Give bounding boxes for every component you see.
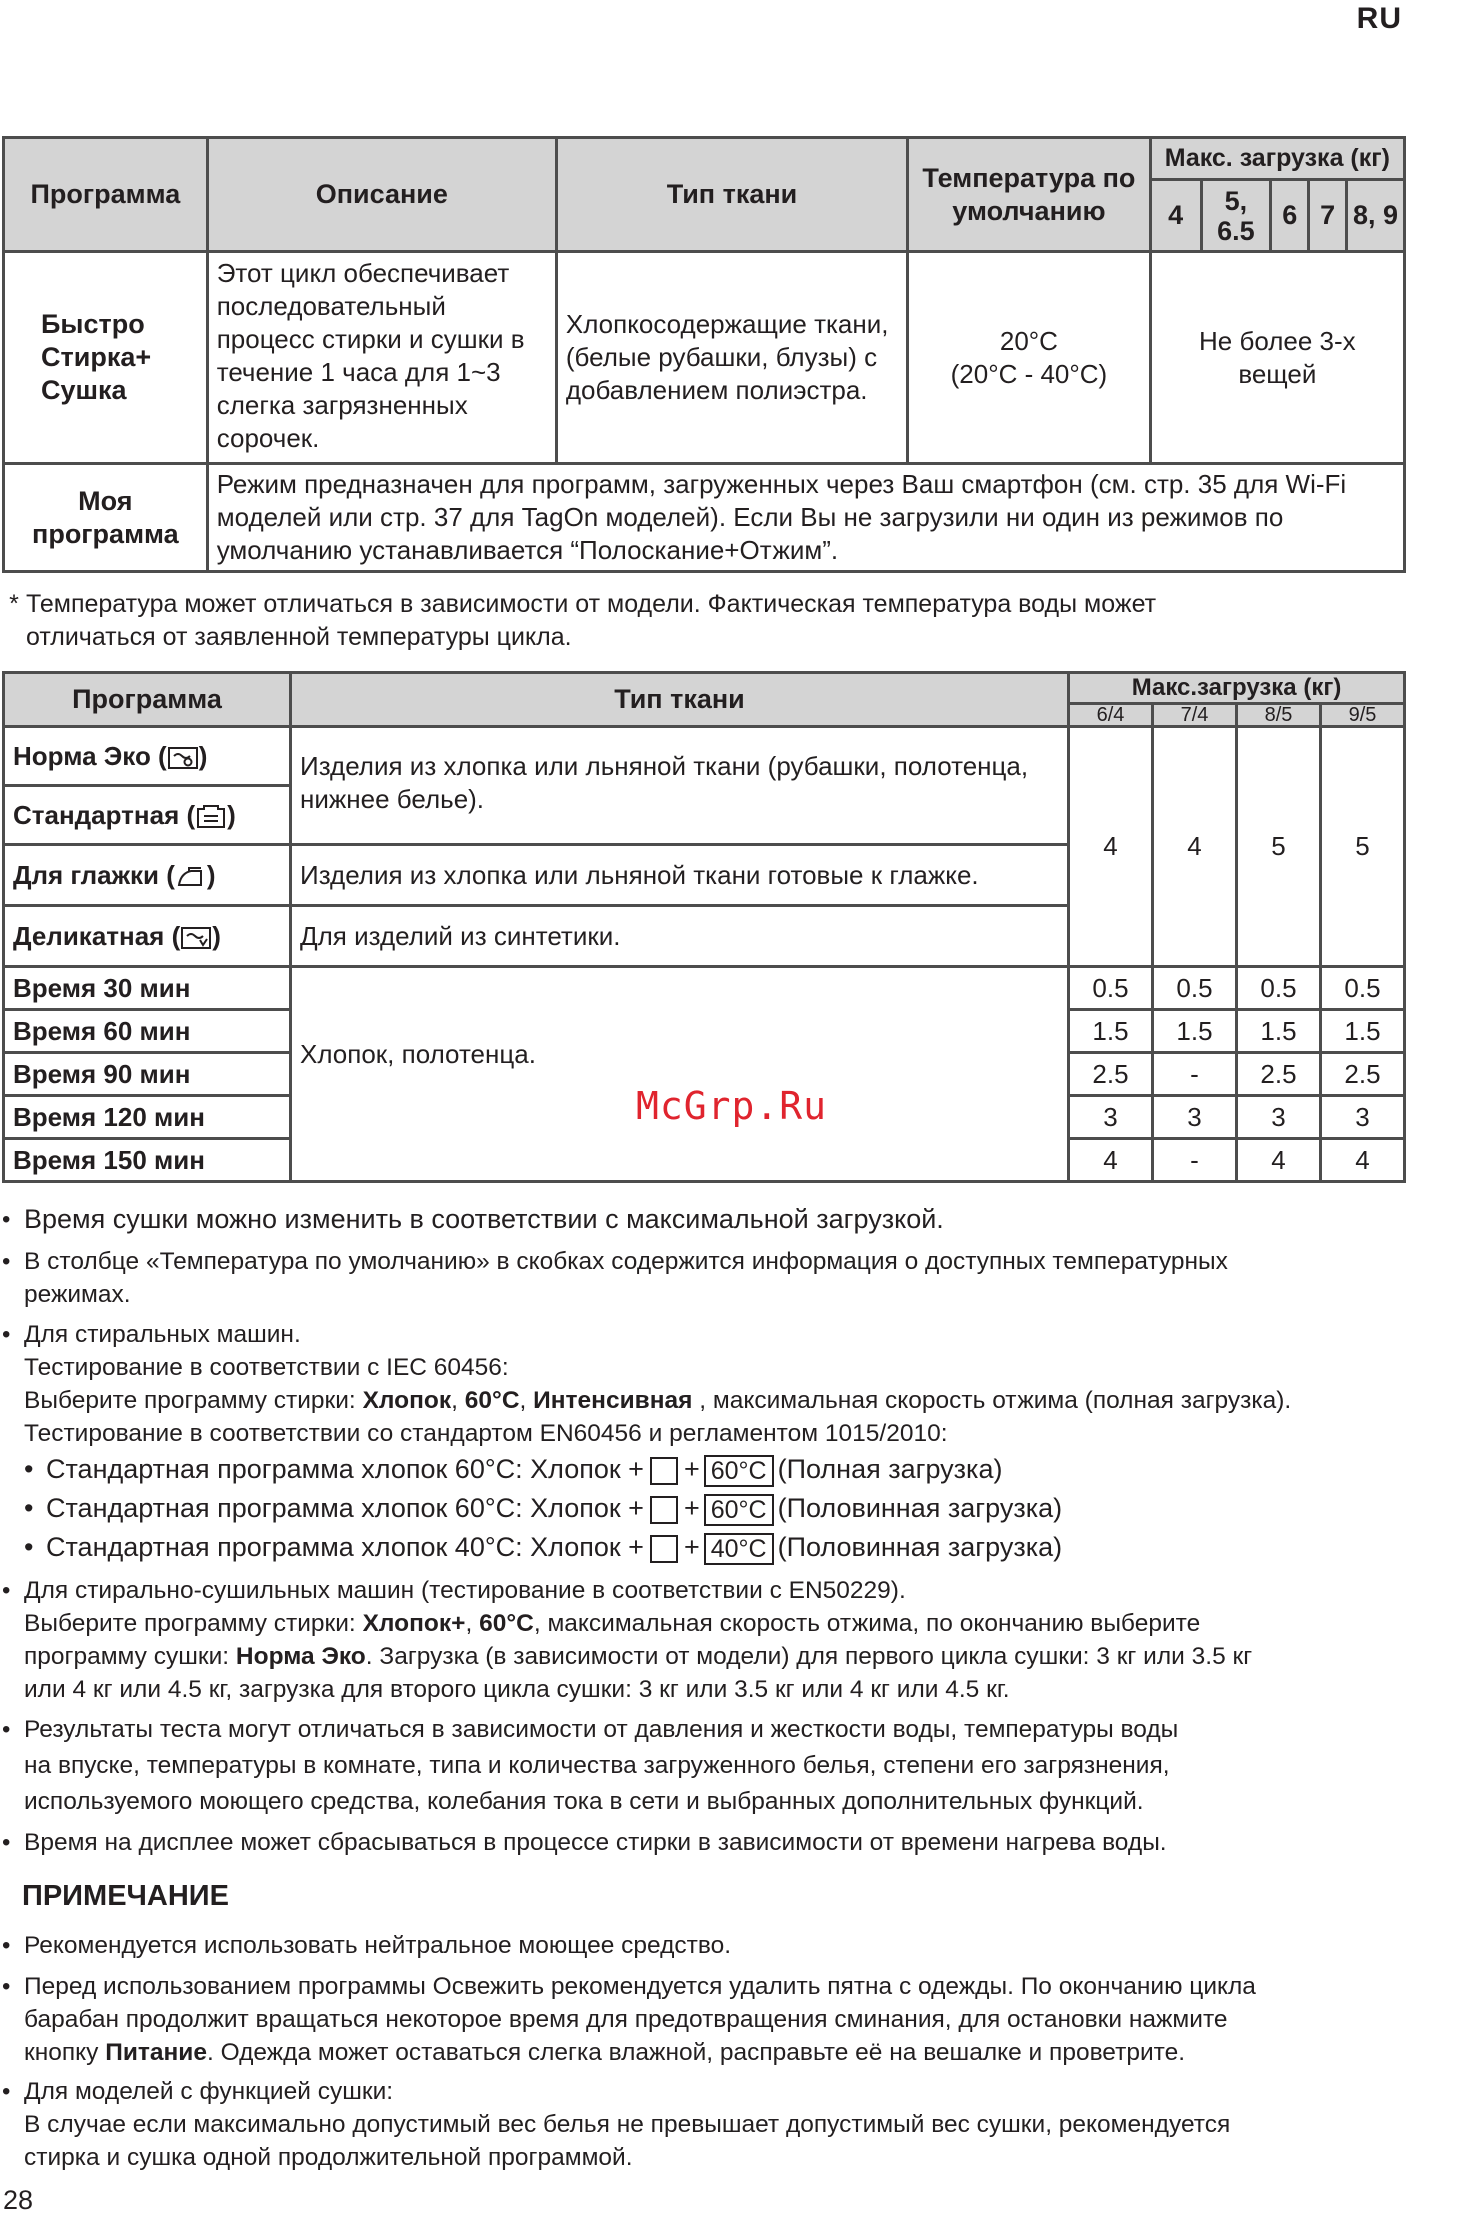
footnote-line: Температура может отличаться в зависимости от модели. Фактическая температура воды может bbox=[26, 590, 1157, 618]
checkbox-symbol bbox=[650, 1457, 678, 1485]
note-line: Перед использованием программы Освежить рекомендуется удалить пятна с одежды. По окончанию цикла bbox=[24, 1973, 1256, 2000]
load-value: 1.5 bbox=[1321, 1010, 1405, 1053]
note-bullet: • Перед использованием программы Освежить рекомендуется удалить пятна с одежды. По окончанию цикла барабан продолжит вращаться некоторое время для предотвращения сминания, для остановки нажмите кнопку Питание. Одежда может оставаться слегка влажной, расправьте её на вешалке и проветрите. bbox=[0, 1970, 1462, 2069]
temp-range: (20°C - 40°C) bbox=[950, 358, 1108, 389]
delicate-icon bbox=[180, 924, 212, 952]
load-value: 3 bbox=[1153, 1096, 1237, 1139]
sub-bullet: • Стандартная программа хлопок 60°C: Хлопок + + 60°C (Полная загрузка) bbox=[24, 1454, 1003, 1485]
load-value: 0.5 bbox=[1153, 967, 1237, 1010]
load-value: 3 bbox=[1321, 1096, 1405, 1139]
checkbox-symbol bbox=[650, 1496, 678, 1524]
load-value: 1.5 bbox=[1153, 1010, 1237, 1053]
program-name: Стандартная ( bbox=[13, 799, 196, 830]
fabric-type: Хлопкосодержащие ткани, (белые рубашки, блузы) с добавлением полиэстра. bbox=[556, 252, 907, 464]
note-line: В столбце «Температура по умолчанию» в скобках содержится информация о доступных температурных bbox=[24, 1248, 1228, 1275]
program-standard bbox=[4, 786, 291, 845]
fabric-iron: Изделия из хлопка или льняной ткани готовые к глажке. bbox=[291, 845, 1069, 906]
program-description: Режим предназначен для программ, загруженных через Ваш смартфон (см. стр. 35 для Wi-Fi моделей или стр. 37 для TagOn моделей). Если Вы не загрузили ни один из режимов по умолчанию устанавливается “Полоскание+Отжим”. bbox=[207, 464, 1404, 572]
max-load-value: Не более 3-х вещей bbox=[1150, 252, 1404, 464]
header-program: Программа bbox=[4, 673, 291, 727]
default-temperature bbox=[908, 252, 1151, 464]
fabric-cotton: Изделия из хлопка или льняной ткани (рубашки, полотенца, нижнее белье). bbox=[291, 727, 1069, 845]
load-col: 9/5 bbox=[1321, 704, 1405, 727]
note-bullet: • Для стирально-сушильных машин (тестирование в соответствии с EN50229). Выберите программу стирки: Хлопок+, 60°C, максимальная скорость отжима, по окончанию выберите программу сушки: Норма Эко. Загрузка (в зависимости от модели) для первого цикла сушки: 3 кг или 3.5 кг или 4 кг или 4.5 кг, загрузка для второго цикла сушки: 3 кг или 3.5 кг или 4 кг или 4.5 кг. bbox=[0, 1574, 1462, 1706]
program-name: Время 30 мин bbox=[4, 967, 291, 1010]
load-value: 4 bbox=[1069, 727, 1153, 967]
load-value: 4 bbox=[1153, 727, 1237, 967]
program-name: Деликатная ( bbox=[13, 920, 181, 951]
header-max-load: Макс.загрузка (кг) bbox=[1069, 673, 1405, 704]
close-paren: ) bbox=[227, 799, 236, 830]
temp-box: 60°C bbox=[704, 1455, 774, 1487]
load-col: 6/4 bbox=[1069, 704, 1153, 727]
header-fabric: Тип ткани bbox=[291, 673, 1069, 727]
load-col: 7 bbox=[1309, 180, 1347, 252]
program-description: Этот цикл обеспечивает последовательный процесс стирки и сушки в течение 1 часа для 1~3 слегка загрязненных сорочек. bbox=[207, 252, 556, 464]
close-paren: ) bbox=[206, 859, 216, 890]
iron-icon bbox=[175, 863, 207, 891]
sub-bullet: • Стандартная программа хлопок 40°C: Хлопок + + 40°C (Половинная загрузка) bbox=[24, 1532, 1063, 1563]
header-program: Программа bbox=[4, 138, 208, 252]
program-name: Для глажки ( bbox=[13, 859, 175, 890]
note-line: Для стирально-сушильных машин (тестирование в соответствии с EN50229). bbox=[24, 1577, 906, 1604]
note-line: Тестирование в соответствии со стандартом EN60456 и регламентом 1015/2010: bbox=[24, 1420, 948, 1447]
eco-icon bbox=[167, 744, 199, 772]
note-line: режимах. bbox=[24, 1281, 131, 1308]
load-col: 8, 9 bbox=[1347, 180, 1405, 252]
temp-box: 40°C bbox=[704, 1533, 774, 1565]
header-description: Описание bbox=[207, 138, 556, 252]
load-value: 4 bbox=[1069, 1139, 1153, 1182]
sub-bullet: • Стандартная программа хлопок 60°C: Хлопок + + 60°C (Половинная загрузка) bbox=[24, 1493, 1063, 1524]
load-col: 6 bbox=[1271, 180, 1309, 252]
note-line: В случае если максимально допустимый вес белья не превышает допустимый вес сушки, рекомендуется bbox=[24, 2111, 1231, 2138]
note-bullet: • Результаты теста могут отличаться в зависимости от давления и жесткости воды, температуры воды на впуске, температуры в комнате, типа и количества загруженного белья, степени его загрязнения, используемого моющего средства, колебания тока в сети и выбранных дополнительных функций. bbox=[0, 1712, 1462, 1820]
header-fabric: Тип ткани bbox=[556, 138, 907, 252]
note-bullet: • Для стиральных машин. Тестирование в соответствии с IEC 60456: Выберите программу стирки: Хлопок, 60°C, Интенсивная , максимальная скорость отжима (полная загрузка). Тестирование в соответствии со стандартом EN60456 и регламентом 1015/2010: • Стандартная программа хлопок 60°C: Хлопок + + 60°C (Полная загрузка) • Стандартная программа хлопок 60°C: Хлопок + + 60°C (Половинная загрузка) • Стандартная программа хлопок 40°C: Хлопок + + 40°C (Половинная загрузка) bbox=[0, 1318, 1462, 1567]
note-line: кнопку Питание. Одежда может оставаться слегка влажной, расправьте её на вешалке и проветрите. bbox=[24, 2039, 1186, 2066]
header-temperature: Температура по умолчанию bbox=[908, 138, 1151, 252]
fabric-time: Хлопок, полотенца. bbox=[291, 967, 1069, 1182]
note-line: Для моделей с функцией сушки: bbox=[24, 2078, 394, 2105]
asterisk: * bbox=[9, 590, 19, 618]
note-line: используемого моющего средства, колебания тока в сети и выбранных дополнительных функций. bbox=[24, 1788, 1144, 1815]
load-col: 4 bbox=[1150, 180, 1201, 252]
load-value: - bbox=[1153, 1053, 1237, 1096]
load-value: 5 bbox=[1321, 727, 1405, 967]
load-value: - bbox=[1153, 1139, 1237, 1182]
load-value: 3 bbox=[1237, 1096, 1321, 1139]
load-value: 2.5 bbox=[1237, 1053, 1321, 1096]
note-bullet: • Время на дисплее может сбрасываться в процессе стирки в зависимости от времени нагрева воды. bbox=[0, 1826, 1462, 1859]
section-heading: ПРИМЕЧАНИЕ bbox=[22, 1880, 229, 1912]
note-line: стирка и сушка одной продолжительной программой. bbox=[24, 2144, 633, 2171]
program-name: Время 150 мин bbox=[4, 1139, 291, 1182]
page-number: 28 bbox=[3, 2185, 34, 2215]
temp-value: 20°C bbox=[999, 325, 1058, 356]
note-bullet: • Для моделей с функцией сушки: В случае если максимально допустимый вес белья не превышает допустимый вес сушки, рекомендуется стирка и сушка одной продолжительной программой. bbox=[0, 2075, 1462, 2174]
program-name: Время 90 мин bbox=[4, 1053, 291, 1096]
note-line: Время сушки можно изменить в соответствии с максимальной загрузкой. bbox=[24, 1204, 944, 1234]
load-col: 8/5 bbox=[1237, 704, 1321, 727]
load-col: 7/4 bbox=[1153, 704, 1237, 727]
program-name: Норма Эко ( bbox=[13, 740, 167, 771]
load-value: 1.5 bbox=[1069, 1010, 1153, 1053]
program-iron bbox=[4, 845, 291, 906]
load-value: 3 bbox=[1069, 1096, 1153, 1139]
note-line: или 4 кг или 4.5 кг, загрузка для второго цикла сушки: 3 кг или 3.5 кг или 4 кг или 4.5 кг. bbox=[24, 1676, 1010, 1703]
programs-table-1 bbox=[2, 136, 1406, 573]
note-line: Результаты теста могут отличаться в зависимости от давления и жесткости воды, температуры воды bbox=[24, 1716, 1179, 1743]
note-bullet: • Рекомендуется использовать нейтральное моющее средство. bbox=[0, 1929, 1462, 1962]
load-value: 5 bbox=[1237, 727, 1321, 967]
program-name: Время 120 мин bbox=[4, 1096, 291, 1139]
load-value: 0.5 bbox=[1069, 967, 1153, 1010]
checkbox-symbol bbox=[650, 1535, 678, 1563]
load-col: 5, 6.5 bbox=[1201, 180, 1271, 252]
program-name: Быстро Стирка+ Сушка bbox=[4, 252, 208, 464]
standard-icon bbox=[195, 803, 227, 831]
note-line: Рекомендуется использовать нейтральное моющее средство. bbox=[24, 1932, 732, 1959]
note-line: Выберите программу стирки: Хлопок, 60°C, Интенсивная , максимальная скорость отжима (полная загрузка). bbox=[24, 1387, 1292, 1414]
note-line: Выберите программу стирки: Хлопок+, 60°C, максимальная скорость отжима, по окончанию выберите bbox=[24, 1610, 1201, 1637]
note-line: программу сушки: Норма Эко. Загрузка (в зависимости от модели) для первого цикла сушки: 3 кг или 3.5 кг bbox=[24, 1643, 1253, 1670]
load-value: 4 bbox=[1237, 1139, 1321, 1182]
footnote bbox=[2, 588, 1156, 654]
load-value: 1.5 bbox=[1237, 1010, 1321, 1053]
note-line: Тестирование в соответствии с IEC 60456: bbox=[24, 1354, 509, 1381]
note-bullet: • Время сушки можно изменить в соответствии с максимальной загрузкой. bbox=[0, 1203, 1462, 1236]
header-max-load: Макс. загрузка (кг) bbox=[1150, 138, 1404, 180]
program-name: Моя программа bbox=[4, 464, 208, 572]
watermark: McGrp.Ru bbox=[636, 1084, 828, 1128]
fabric-delicate: Для изделий из синтетики. bbox=[291, 906, 1069, 967]
load-value: 0.5 bbox=[1237, 967, 1321, 1010]
load-value: 2.5 bbox=[1321, 1053, 1405, 1096]
load-value: 0.5 bbox=[1321, 967, 1405, 1010]
note-line: Для стиральных машин. bbox=[24, 1321, 301, 1348]
close-paren: ) bbox=[212, 920, 221, 951]
program-name: Время 60 мин bbox=[4, 1010, 291, 1053]
footnote-line: отличаться от заявленной температуры цикла. bbox=[26, 623, 572, 651]
note-line: на впуске, температуры в комнате, типа и количества загруженного белья, степени его загрязнения, bbox=[24, 1752, 1170, 1779]
program-delicate bbox=[4, 906, 291, 967]
note-line: барабан продолжит вращаться некоторое время для предотвращения сминания, для остановки нажмите bbox=[24, 2006, 1228, 2033]
temp-box: 60°C bbox=[704, 1494, 774, 1526]
note-line: Время на дисплее может сбрасываться в процессе стирки в зависимости от времени нагрева воды. bbox=[24, 1829, 1167, 1856]
load-value: 4 bbox=[1321, 1139, 1405, 1182]
language-label: RU bbox=[1356, 2, 1402, 35]
program-eco bbox=[4, 727, 291, 786]
load-value: 2.5 bbox=[1069, 1053, 1153, 1096]
close-paren: ) bbox=[198, 740, 208, 771]
note-bullet: • В столбце «Температура по умолчанию» в скобках содержится информация о доступных температурных режимах. bbox=[0, 1245, 1462, 1311]
